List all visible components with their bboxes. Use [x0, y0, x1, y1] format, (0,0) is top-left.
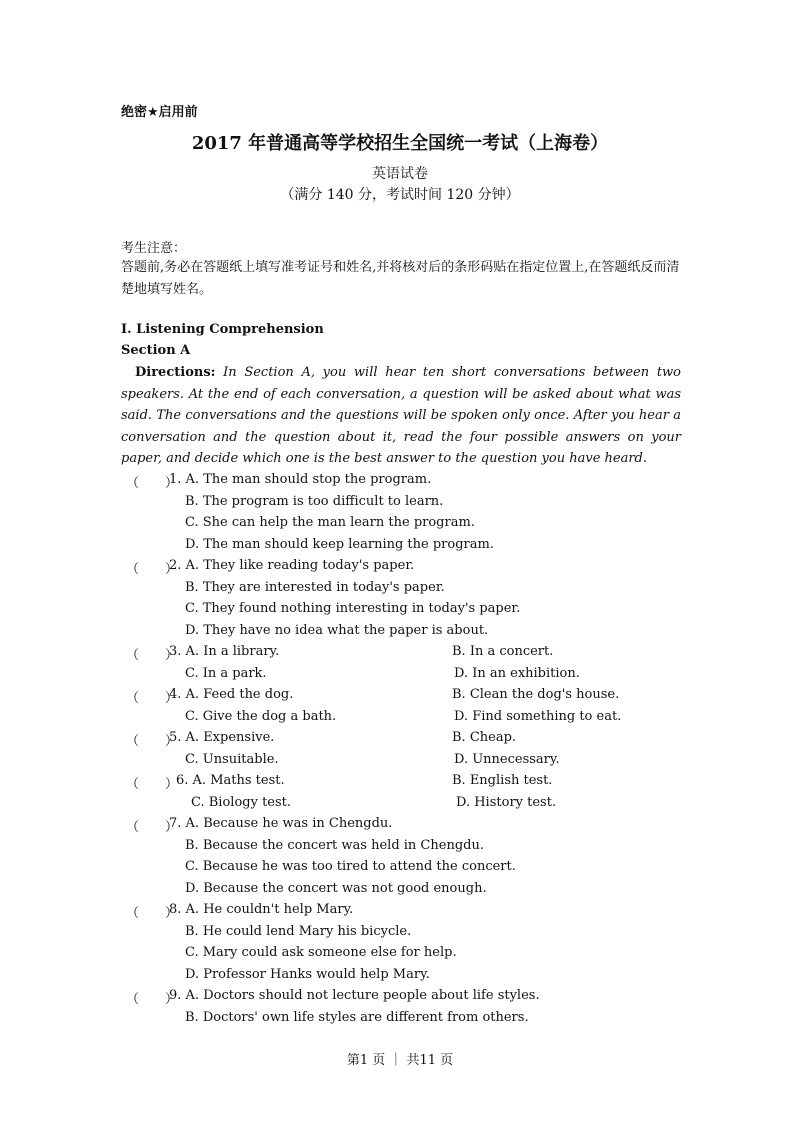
answer-blank[interactable]: （ ）: [126, 777, 179, 792]
answer-option: 6. A. Maths test.: [176, 773, 285, 788]
exam-title: 2017 年普通高等学校招生全国统一考试（上海卷）: [191, 133, 609, 154]
question-row: [0, 1010, 800, 1031]
answer-option: C. Mary could ask someone else for help.: [185, 945, 457, 960]
exam-score-time: （满分 140 分，考试时间 120 分钟）: [280, 187, 520, 203]
answer-option: B. They are interested in today's paper.: [185, 579, 445, 595]
question-row: [0, 687, 800, 708]
question-row: [0, 752, 800, 773]
answer-blank[interactable]: （ ）: [126, 476, 179, 491]
question-row: [0, 666, 800, 687]
section-heading: I. Listening Comprehension: [121, 322, 324, 337]
directions-paragraph: [121, 362, 681, 470]
answer-option: B. Clean the dog's house.: [452, 687, 620, 702]
question-row: [0, 881, 800, 902]
answer-blank[interactable]: （ ）: [126, 648, 179, 663]
question-row: [0, 537, 800, 558]
exam-subtitle: 英语试卷: [372, 166, 428, 182]
question-row: [0, 558, 800, 579]
answer-option: 4. A. Feed the dog.: [169, 687, 294, 702]
question-row: [0, 902, 800, 923]
answer-option: C. They found nothing interesting in today's paper.: [185, 601, 521, 616]
answer-option: D. Find something to eat.: [454, 708, 622, 724]
question-row: [0, 472, 800, 493]
section-a-heading: Section A: [121, 343, 191, 358]
question-row: [0, 795, 800, 816]
answer-option: C. Because he was too tired to attend the concert.: [185, 859, 516, 874]
question-row: [0, 644, 800, 665]
question-row: [0, 515, 800, 536]
answer-option: 5. A. Expensive.: [169, 730, 275, 745]
answer-option: C. Biology test.: [191, 794, 292, 810]
answer-blank[interactable]: （ ）: [126, 691, 179, 706]
question-row: [0, 988, 800, 1009]
answer-option: C. Unsuitable.: [185, 751, 279, 767]
directions-text: In Section A, you will hear ten short conversations between two speakers. At the end of each conversation, a question will be asked about what was said. The conversations and the questions will be spoken only once. After you hear a conversation and the question about it, read the four possible answers on your paper, and decide which one is the best answer to the question you have heard.: [121, 365, 681, 466]
answer-option: B. Because the concert was held in Chengdu.: [185, 837, 484, 853]
notice-body: 答题前,务必在答题纸上填写准考证号和姓名,并将核对后的条形码贴在指定位置上,在答题纸反而清楚地填写姓名。: [121, 260, 680, 297]
question-stem-option: 8. A. He couldn't help Mary.: [169, 902, 354, 917]
question-row: [0, 730, 800, 751]
answer-blank[interactable]: （ ）: [126, 734, 179, 749]
answer-option: D. Professor Hanks would help Mary.: [185, 966, 430, 982]
question-row: [0, 838, 800, 859]
answer-option: B. Cheap.: [452, 730, 517, 745]
question-row: [0, 967, 800, 988]
question-row: [0, 924, 800, 945]
question-row: [0, 859, 800, 880]
answer-option: C. Give the dog a bath.: [185, 708, 337, 724]
answer-option: B. He could lend Mary his bicycle.: [185, 923, 412, 939]
answer-option: C. She can help the man learn the program.: [185, 515, 475, 530]
answer-option: D. The man should keep learning the program.: [185, 536, 494, 552]
answer-option: D. Unnecessary.: [454, 751, 560, 767]
answer-blank[interactable]: （ ）: [126, 562, 179, 577]
question-row: [0, 709, 800, 730]
question-row: [0, 601, 800, 622]
answer-option: B. The program is too difficult to learn.: [185, 493, 444, 509]
question-row: [0, 623, 800, 644]
answer-blank[interactable]: （ ）: [126, 820, 179, 835]
answer-option: B. English test.: [452, 773, 553, 788]
question-row: [0, 580, 800, 601]
question-row: [0, 945, 800, 966]
question-stem-option: 7. A. Because he was in Chengdu.: [169, 816, 393, 831]
answer-option: D. Because the concert was not good enough.: [185, 880, 487, 896]
answer-option: D. They have no idea what the paper is about.: [185, 622, 489, 638]
question-stem-option: 1. A. The man should stop the program.: [169, 472, 432, 487]
page-footer: 第1 页 ｜ 共11 页: [346, 1053, 454, 1068]
directions-label: Directions:: [135, 365, 216, 380]
question-row: [0, 816, 800, 837]
confidential-label: 绝密★启用前: [121, 105, 198, 120]
answer-blank[interactable]: （ ）: [126, 992, 179, 1007]
answer-option: D. In an exhibition.: [454, 665, 580, 681]
question-row: [0, 773, 800, 794]
answer-option: 3. A. In a library.: [169, 644, 280, 659]
question-stem-option: 2. A. They like reading today's paper.: [169, 558, 415, 573]
answer-option: B. In a concert.: [452, 644, 554, 659]
answer-blank[interactable]: （ ）: [126, 906, 179, 921]
answer-option: C. In a park.: [185, 665, 267, 681]
notice-heading: 考生注意：: [121, 241, 187, 256]
question-row: [0, 494, 800, 515]
answer-option: D. History test.: [456, 794, 557, 810]
answer-option: B. Doctors' own life styles are different from others.: [185, 1009, 529, 1025]
question-stem-option: 9. A. Doctors should not lecture people about life styles.: [169, 988, 540, 1003]
